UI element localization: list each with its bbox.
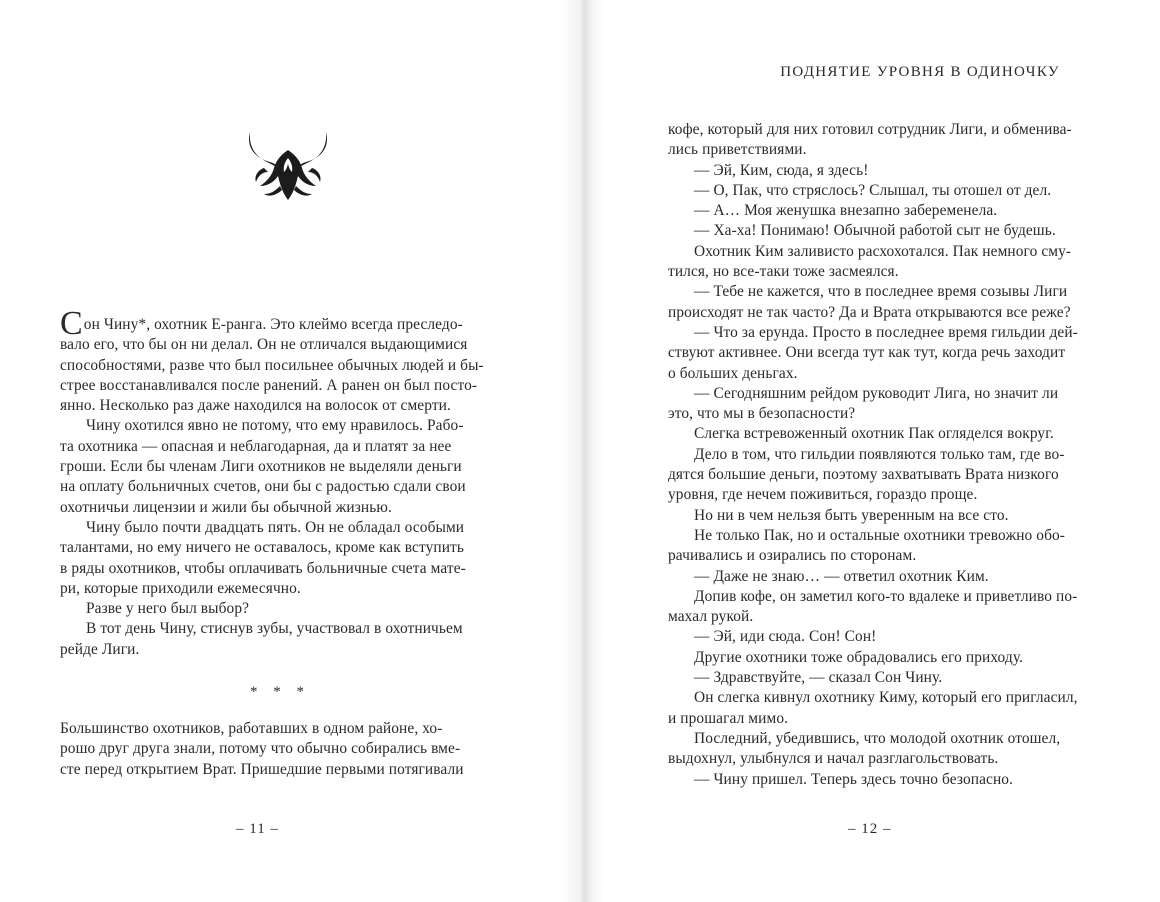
text-line: рейде Лиги. (60, 640, 140, 658)
chapter-text-start (60, 305, 505, 660)
text-line: вало его, что бы он ни делал. Он не отличался выдающимися (60, 336, 468, 354)
text-line: стрее восстанавливался после ранений. А ранен он был посто- (60, 376, 478, 394)
right-page (584, 0, 1160, 902)
text-line: на оплату больничных счетов, они бы с радостью сдали свои (60, 478, 466, 496)
text-line: дятся большие деньги, поэтому захватывать Врата низкого (668, 466, 1059, 484)
text-line: Но ни в чем нельзя быть уверенным на все сто. (694, 506, 1009, 524)
text-line: махал рукой. (668, 608, 754, 626)
text-line: Он слегка кивнул охотнику Киму, который его пригласил, (694, 689, 1078, 707)
text-line: — Ха-ха! Понимаю! Обычной работой сыт не будешь. (694, 222, 1056, 240)
text-line: рачивались и озирались по сторонам. (668, 547, 917, 565)
text-line: Последний, убедившись, что молодой охотник отошел, (694, 729, 1061, 747)
text-line: рошо друг друга знали, потому что обычно собирались вме- (60, 740, 461, 758)
text-line: лись приветствиями. (668, 141, 807, 159)
text-line: уровня, где нечем поживиться, гораздо проще. (668, 486, 978, 504)
text-line: ри, которые приходили ежемесячно. (60, 579, 301, 597)
horned-ornament-icon (244, 128, 332, 204)
text-line: — А… Моя женушка внезапно забеременела. (694, 202, 998, 220)
text-line: — Сегодняшним рейдом руководит Лига, но значит ли (694, 384, 1059, 402)
text-line: — О, Пак, что стряслось? Слышал, ты отошел от дел. (694, 181, 1052, 199)
text-line: — Тебе не кажется, что в последнее время созывы Лиги (694, 283, 1068, 301)
text-line: ствуют активнее. Они всегда тут как тут, когда речь заходит (668, 344, 1066, 362)
text-line: — Даже не знаю… — ответил охотник Ким. (694, 567, 989, 585)
text-line: охотничьи лицензии и жили бы обычной жизнью. (60, 498, 392, 516)
text-line: кофе, который для них готовил сотрудник Лиги, и обменива- (668, 121, 1072, 138)
text-line: Большинство охотников, работавших в одном районе, хо- (60, 720, 443, 737)
text-line: способностями, разве что был посильнее обычных людей и бы- (60, 356, 484, 374)
text-line: — Эй, Ким, сюда, я здесь! (694, 161, 869, 179)
section-text (60, 719, 505, 780)
text-line: — Эй, иди сюда. Сон! Сон! (694, 628, 877, 646)
text-line: происходят не так часто? Да и Врата открываются все реже? (668, 303, 1071, 321)
text-line: сте перед открытием Врат. Пришедшие первыми потягивали (60, 760, 464, 778)
section-separator: * * * (250, 684, 310, 700)
text-line: Разве у него был выбор? (86, 600, 250, 618)
text-line: — Чину пришел. Теперь здесь точно безопасно. (694, 770, 1014, 788)
text-line: Другие охотники тоже обрадовались его приходу. (694, 648, 1024, 666)
text-line: Не только Пак, но и остальные охотники тревожно обо- (694, 526, 1066, 544)
page-number-left: – 11 – (236, 821, 279, 837)
text-line: тился, но все-таки тоже засмеялся. (668, 263, 899, 281)
running-head: ПОДНЯТИЕ УРОВНЯ В ОДИНОЧКУ (780, 64, 1060, 80)
text-line-content: он Чину*, охотник Е-ранга. Это клеймо всегда преследо- (83, 316, 463, 333)
text-line: и прошагал мимо. (668, 709, 789, 727)
text-line: выдохнул, улыбнулся и начал разглагольствовать. (668, 750, 999, 768)
text-line (60, 305, 505, 343)
text-line: — Что за ерунда. Просто в последнее время гильдии дей- (694, 323, 1078, 341)
text-line: Допив кофе, он заметил кого-то вдалеке и приветливо по- (694, 587, 1078, 605)
text-line: янно. Несколько раз даже находился на волосок от смерти. (60, 397, 451, 415)
text-line: Охотник Ким заливисто расхохотался. Пак немного сму- (694, 242, 1072, 260)
text-line: в ряды охотников, чтобы оплачивать больничные счета мате- (60, 559, 466, 577)
text-line: — Здравствуйте, — сказал Сон Чину. (694, 669, 943, 687)
drop-cap: С (60, 305, 83, 343)
text-line: Чину охотился явно не потому, что ему нравилось. Рабо- (86, 417, 464, 435)
text-line: это, что мы в безопасности? (668, 405, 856, 423)
text-line: талантами, но ему ничего не оставалось, кроме как вступить (60, 539, 464, 557)
text-line: Слегка встревоженный охотник Пак огляделся вокруг. (694, 425, 1054, 443)
text-line: о больших деньгах. (668, 364, 798, 382)
text-line: В тот день Чину, стиснув зубы, участвовал в охотничьем (86, 620, 463, 638)
page-number-right: – 12 – (848, 821, 892, 837)
text-line: гроши. Если бы членам Лиги охотников не выделяли деньги (60, 458, 462, 476)
text-line: Дело в том, что гильдии появляются только там, где во- (694, 445, 1065, 463)
text-line: та охотника — опасная и неблагодарная, да и платят за нее (60, 437, 452, 455)
text-line: Чину было почти двадцать пять. Он не обладал особыми (86, 518, 465, 536)
right-page-text (668, 120, 1108, 790)
